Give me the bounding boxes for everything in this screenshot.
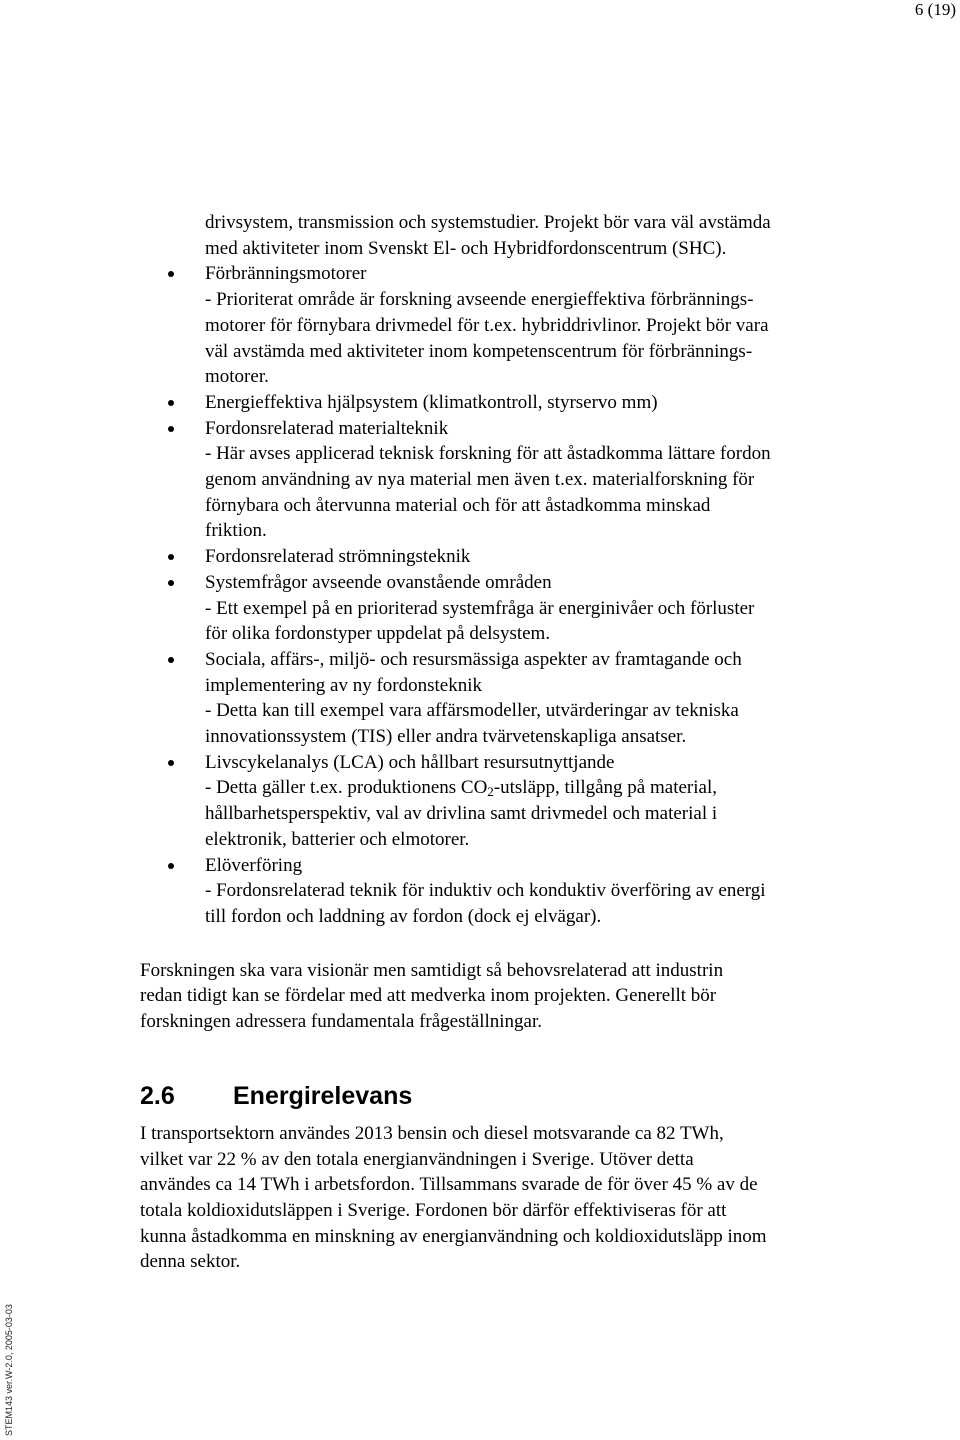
text-line: denna sektor. (140, 1251, 241, 1273)
section-paragraph (140, 1121, 900, 1275)
lca-detail-prefix: - Detta gäller t.ex. produktionens CO (205, 777, 488, 799)
text-line: Fordonsrelaterad materialteknik (205, 417, 449, 439)
text-line: Livscykelanalys (LCA) och hållbart resursutnyttjande (205, 751, 615, 773)
text-line: implementering av ny fordonsteknik (205, 674, 483, 696)
text-line: I transportsektorn användes 2013 bensin och diesel motsvarande ca 82 TWh, (140, 1122, 724, 1144)
bullet-icon (168, 400, 174, 406)
list-item (205, 544, 895, 570)
text-line: Elöverföring (205, 854, 303, 876)
text-line: vilket var 22 % av den totala energianvändningen i Sverige. Utöver detta (140, 1148, 694, 1170)
section-title: Energirelevans (233, 1081, 413, 1110)
text-line: Energieffektiva hjälpsystem (klimatkontroll, styrservo mm) (205, 391, 658, 413)
co2-subscript: 2 (487, 784, 494, 800)
list-item (205, 853, 895, 930)
text-line: - Här avses applicerad teknisk forskning för att åstadkomma lättare fordon (205, 443, 771, 465)
text-line: friktion. (205, 520, 267, 542)
bullet-icon (168, 554, 174, 560)
text-line: Fordonsrelaterad strömningsteknik (205, 546, 471, 568)
section-number: 2.6 (140, 1081, 175, 1110)
text-line: genom användning av nya material men även t.ex. materialforskning för (205, 469, 755, 491)
text-line: elektronik, batterier och elmotorer. (205, 828, 470, 850)
text-line: redan tidigt kan se fördelar med att medverka inom projekten. Generellt bör (140, 985, 717, 1007)
list-item (205, 750, 895, 853)
text-line: Systemfrågor avseende ovanstående områden (205, 571, 552, 593)
bullet-icon (168, 426, 174, 432)
text-line: forskningen adressera fundamentala frågeställningar. (140, 1011, 543, 1033)
bullet-icon (168, 863, 174, 869)
text-line: totala koldioxidutsläppen i Sverige. Fordonen bör därför effektiviseras för att (140, 1199, 727, 1221)
document-version-note: STEM143 ver.W-2.0, 2005-03-03 (4, 1304, 14, 1436)
list-item (205, 416, 895, 545)
text-line: motorer för förnybara drivmedel för t.ex. hybriddrivlinor. Projekt bör vara (205, 314, 769, 336)
text-line: Sociala, affärs-, miljö- och resursmässiga aspekter av framtagande och (205, 648, 742, 670)
text-line-with-subscript (205, 775, 895, 801)
list-item (205, 261, 895, 390)
section-heading (140, 1081, 960, 1111)
bullet-icon (168, 271, 174, 277)
text-line: för olika fordonstyper uppdelat på delsystem. (205, 623, 551, 645)
page-content (0, 210, 960, 1275)
priority-area-list (205, 210, 895, 930)
text-line: förnybara och återvunna material och för att åstadkomma minskad (205, 494, 711, 516)
text-line: - Ett exempel på en prioriterad systemfråga är energinivåer och förluster (205, 597, 755, 619)
text-line: Förbränningsmotorer (205, 263, 367, 285)
list-item (205, 390, 895, 416)
text-line: Forskningen ska vara visionär men samtidigt så behovsrelaterad att industrin (140, 959, 724, 981)
text-line: innovationssystem (TIS) eller andra tvärvetenskapliga ansatser. (205, 726, 687, 748)
list-item (205, 570, 895, 647)
bullet-icon (168, 657, 174, 663)
text-line: motorer. (205, 366, 269, 388)
text-line: - Prioriterat område är forskning avseende energieffektiva förbrännings- (205, 289, 754, 311)
text-line: användes ca 14 TWh i arbetsfordon. Tillsammans svarade de för över 45 % av de (140, 1174, 758, 1196)
text-line: till fordon och laddning av fordon (dock ej elvägar). (205, 905, 602, 927)
list-item (205, 647, 895, 750)
text-line: drivsystem, transmission och systemstudier. Projekt bör vara väl avstämda (205, 212, 771, 233)
text-line: - Fordonsrelaterad teknik för induktiv och konduktiv överföring av energi (205, 880, 766, 902)
text-line: - Detta kan till exempel vara affärsmodeller, utvärderingar av tekniska (205, 700, 739, 722)
text-line: med aktiviteter inom Svenskt El- och Hybridfordonscentrum (SHC). (205, 237, 727, 259)
text-line: kunna åstadkomma en minskning av energianvändning och koldioxidutsläpp inom (140, 1225, 767, 1247)
text-line: väl avstämda med aktiviteter inom kompetenscentrum för förbrännings- (205, 340, 753, 362)
bullet-icon (168, 580, 174, 586)
lca-detail-suffix: -utsläpp, tillgång på material, (493, 777, 717, 799)
page-number: 6 (19) (914, 0, 956, 19)
text-line: hållbarhetsperspektiv, val av drivlina samt drivmedel och material i (205, 803, 718, 825)
continuation-text (205, 210, 895, 261)
closing-paragraph (140, 958, 900, 1035)
bullet-icon (168, 760, 174, 766)
